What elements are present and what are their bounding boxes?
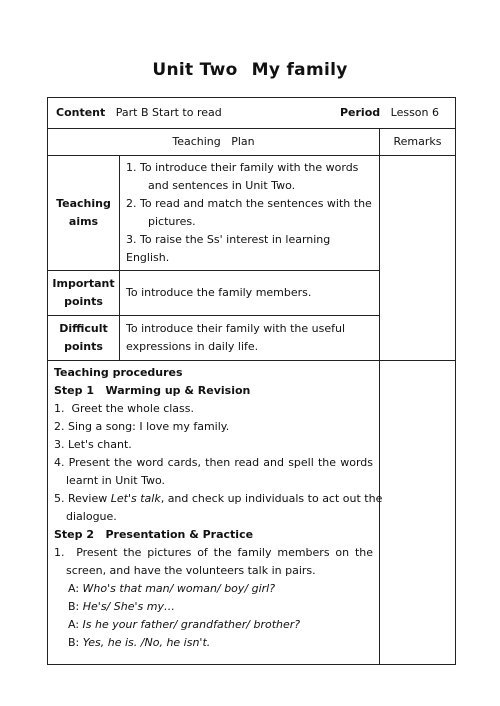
step1-item: 3. Let's chant. (54, 438, 132, 451)
aim-line: pictures. (148, 215, 196, 228)
step1-heading: Step 1 Warming up & Revision (54, 384, 251, 397)
step2-heading: Step 2 Presentation & Practice (54, 528, 254, 541)
procedures-heading: Teaching procedures (54, 366, 183, 379)
period-value: Lesson 6 (390, 106, 440, 119)
dialogue-line: B: He's/ She's my… (68, 600, 175, 613)
step1-item5-line1: 5. Review Let's talk, and check up individuals to act out the (54, 492, 383, 505)
step2-item1-line1: 1. Present the pictures of the family members on the (54, 546, 373, 559)
teaching-aims-label: Teaching aims (48, 156, 120, 271)
step1-item4-line1: 4. Present the word cards, then read and spell the words (54, 456, 373, 469)
header-row (48, 129, 456, 156)
content-row (48, 98, 456, 129)
remarks-cell-top (380, 156, 456, 361)
aim-line: 2. To read and match the sentences with the (126, 197, 372, 210)
teaching-plan-header: Teaching Plan (48, 129, 380, 156)
important-points-text: To introduce the family members. (120, 271, 380, 316)
dialogue-line: B: Yes, he is. /No, he isn't. (68, 636, 211, 649)
page-title (0, 60, 500, 80)
lesson-plan-table (47, 97, 456, 665)
teaching-aims-row (48, 156, 456, 271)
remarks-header: Remarks (380, 129, 456, 156)
content-value: Part B Start to read (115, 106, 222, 119)
aim-line: 3. To raise the Ss' interest in learning English. (126, 233, 331, 264)
teaching-aims-text (120, 156, 380, 271)
step1-item: 1. Greet the whole class. (54, 402, 195, 415)
important-points-label: Important points (48, 271, 120, 316)
title-unit: Unit Two (152, 60, 238, 80)
step1-item5-line2: dialogue. (66, 510, 117, 523)
content-label: Content (56, 106, 106, 119)
period-label: Period (339, 106, 381, 119)
procedures-row (48, 361, 456, 665)
step2-item1-line2: screen, and have the volunteers talk in pairs. (66, 564, 316, 577)
aim-line: 1. To introduce their family with the words (126, 161, 359, 174)
dialogue-line: A: Is he your father/ grandfather/ brother? (68, 618, 301, 631)
procedures-text (48, 361, 383, 665)
difficult-points-text: To introduce their family with the useful expressions in daily life. (120, 316, 380, 361)
remarks-cell-bottom (380, 361, 456, 665)
step1-item: 2. Sing a song: I love my family. (54, 420, 230, 433)
dialogue-line: A: Who's that man/ woman/ boy/ girl? (68, 582, 276, 595)
step1-item4-line2: learnt in Unit Two. (66, 474, 166, 487)
difficult-points-label: Difficult points (48, 316, 120, 361)
aim-line: and sentences in Unit Two. (148, 179, 296, 192)
title-topic: My family (251, 60, 348, 80)
